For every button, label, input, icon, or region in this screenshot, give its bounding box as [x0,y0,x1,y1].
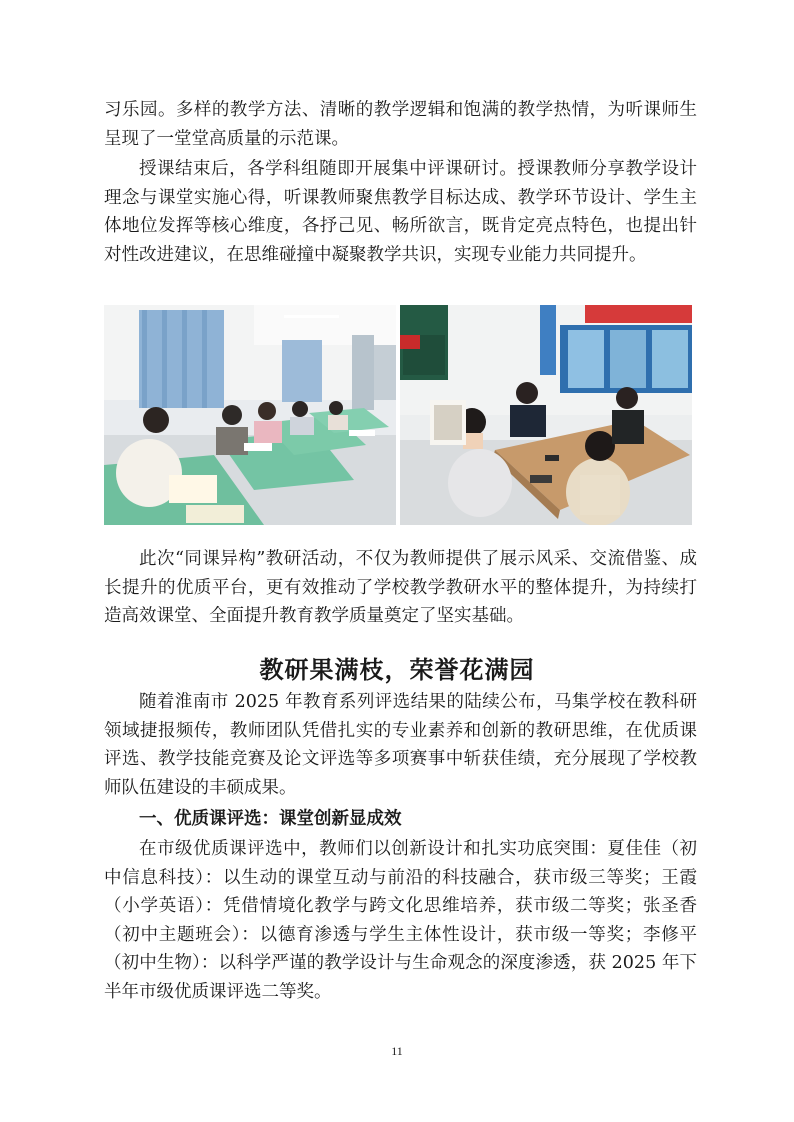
page-number: 11 [391,1044,403,1058]
paragraph-quality-lesson-awards: 在市级优质课评选中，教师们以创新设计和扎实功底突围：夏佳佳（初中信息科技）：以生动的课堂互动与前沿的科技融合，获市级三等奖；王霞（小学英语）：凭借情境化教学与跨文化思维培养，获市级二等奖；张圣香（初中主题班会）：以德育渗透与学生主体性设计，获市级一等奖；李修平（初中生物）：以科学严谨的教学设计与生命观念的深度渗透，获 2025 年下半年市级优质课评选二等奖。 [104,839,697,1002]
classroom-photo [104,305,396,525]
photo-row [104,305,692,525]
meeting-photo [400,305,692,525]
paragraph-awards-intro: 随着淮南市 2025 年教育系列评选结果的陆续公布，马集学校在教科研领域捷报频传，教师团队凭借扎实的专业素养和创新的教研思维，在优质课评选、教学技能竞赛及论文评选等多项赛事中斩获佳绩，充分展现了学校教师队伍建设的丰硕成果。 [104,692,697,798]
paragraph-intro-continued: 习乐园。多样的教学方法、清晰的教学逻辑和饱满的教学热情，为听课师生呈现了一堂堂高质量的示范课。 [104,100,697,149]
paragraph-evaluation: 授课结束后，各学科组随即开展集中评课研讨。授课教师分享教学设计理念与课堂实施心得，听课教师聚焦教学目标达成、教学环节设计、学生主体地位发挥等核心维度，各抒己见、畅所欲言，既肯定亮点特色，也提出针对性改进建议，在思维碰撞中凝聚教学共识，实现专业能力共同提升。 [104,159,697,265]
subsection-title: 一、优质课评选：课堂创新显成效 [139,809,402,829]
paragraph-activity-summary: 此次“同课异构”教研活动，不仅为教师提供了展示风采、交流借鉴、成长提升的优质平台，更有效推动了学校教学教研水平的整体提升，为持续打造高效课堂、全面提升教育教学质量奠定了坚实基础。 [104,549,697,626]
section-title: 教研果满枝，荣誉花满园 [259,656,535,684]
